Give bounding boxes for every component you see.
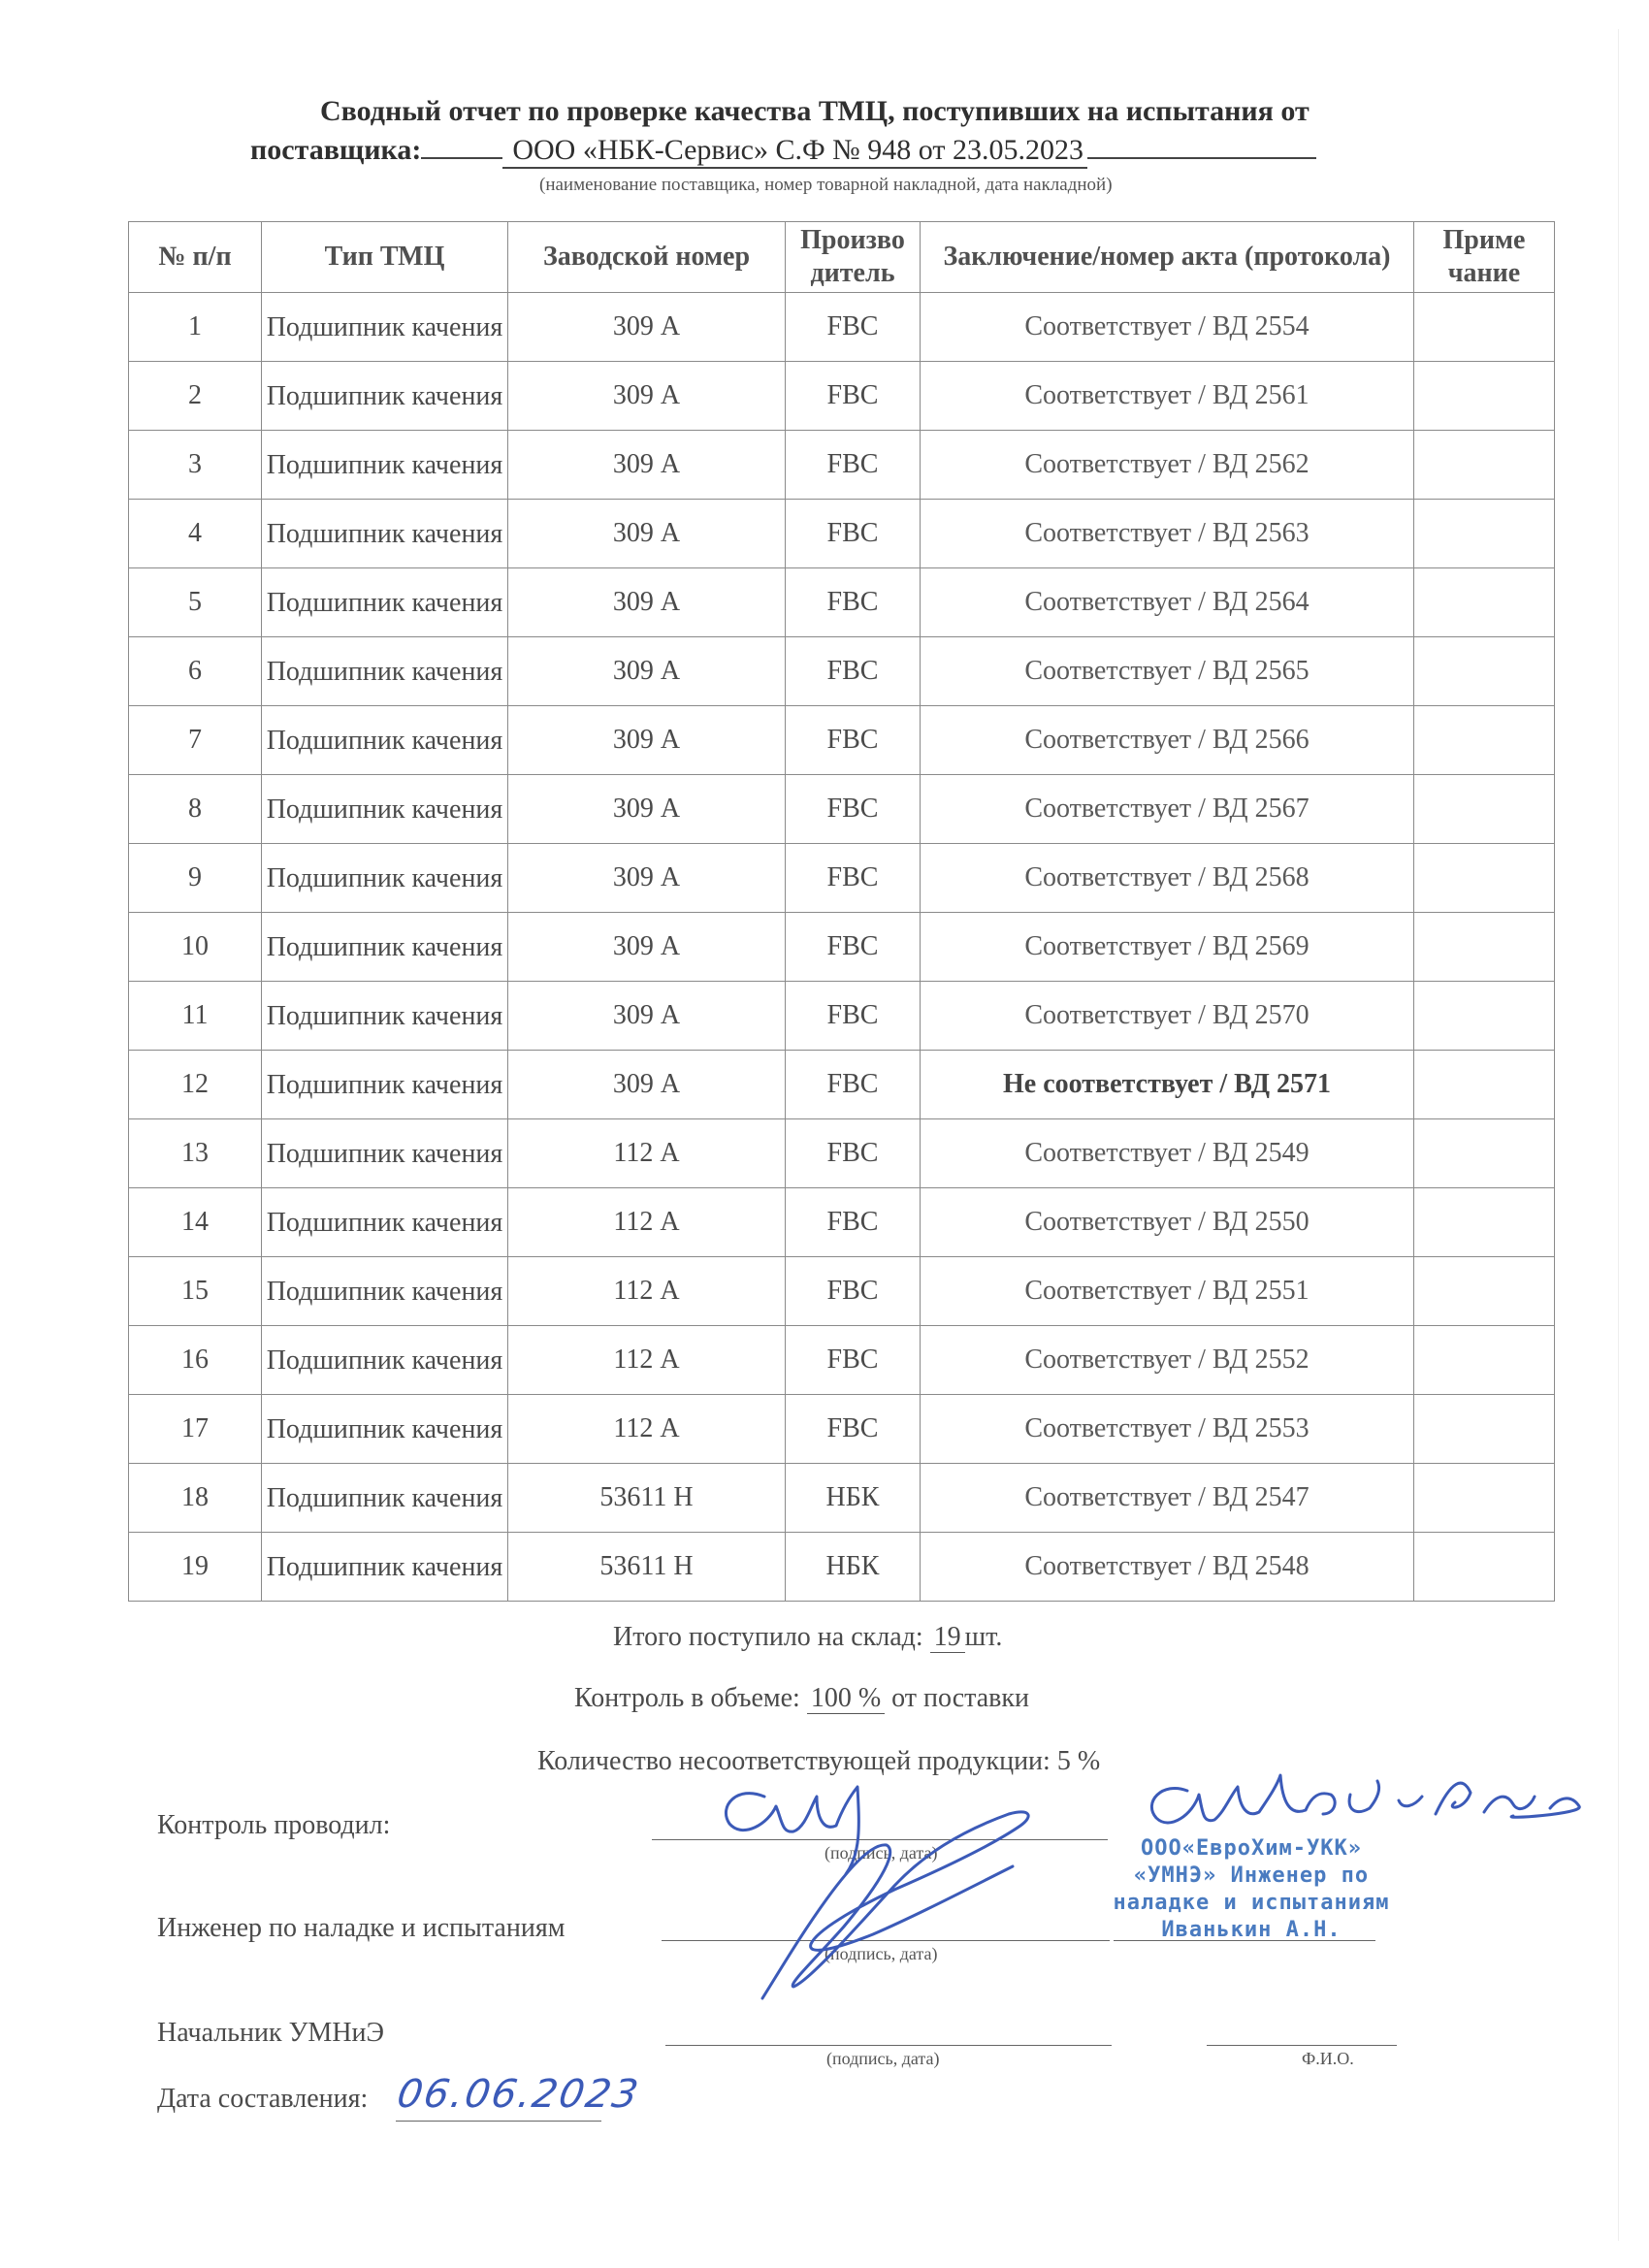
row-serial-cell: 53611 Н (508, 1464, 786, 1533)
row-number-cell: 10 (129, 913, 262, 982)
row-serial-cell: 309 А (508, 706, 786, 775)
row-maker-cell: FBC (786, 982, 921, 1051)
row-type-cell: Подшипник качения (262, 1395, 508, 1464)
date-value: 06.06.2023 (393, 2072, 644, 2117)
row-serial-cell: 309 А (508, 431, 786, 500)
row-number-cell: 16 (129, 1326, 262, 1395)
row-serial-cell: 112 А (508, 1326, 786, 1395)
col-header-serial: Заводской номер (508, 222, 786, 293)
control-value: 100 % (807, 1683, 885, 1714)
row-maker-cell: FBC (786, 293, 921, 362)
row-maker-cell: НБК (786, 1533, 921, 1602)
row-type-cell: Подшипник качения (262, 500, 508, 568)
supplier-label: поставщика: (250, 134, 422, 166)
row-type-cell: Подшипник качения (262, 637, 508, 706)
col-header-type: Тип ТМЦ (262, 222, 508, 293)
date-label: Дата составления: (157, 2084, 369, 2114)
row-type-cell: Подшипник качения (262, 1188, 508, 1257)
row-number-cell: 18 (129, 1464, 262, 1533)
row-number-cell: 17 (129, 1395, 262, 1464)
row-type-cell: Подшипник качения (262, 1257, 508, 1326)
row-type-cell: Подшипник качения (262, 1051, 508, 1119)
row-maker-cell: FBC (786, 431, 921, 500)
row-serial-cell: 53611 Н (508, 1533, 786, 1602)
row-conclusion-cell: Соответствует / ВД 2561 (921, 362, 1414, 431)
row-conclusion-cell: Соответствует / ВД 2567 (921, 775, 1414, 844)
head-fio-caption: Ф.И.О. (1302, 2049, 1354, 2068)
row-maker-cell: НБК (786, 1464, 921, 1533)
row-maker-cell: FBC (786, 1395, 921, 1464)
row-type-cell: Подшипник качения (262, 362, 508, 431)
row-maker-cell: FBC (786, 1188, 921, 1257)
row-maker-cell: FBC (786, 637, 921, 706)
row-type-cell: Подшипник качения (262, 775, 508, 844)
row-number-cell: 2 (129, 362, 262, 431)
total-prefix: Итого поступило на склад: (613, 1622, 923, 1652)
supplier-value: ООО «НБК-Сервис» С.Ф № 948 от 23.05.2023 (502, 134, 1087, 169)
row-conclusion-cell: Соответствует / ВД 2565 (921, 637, 1414, 706)
row-conclusion-cell: Соответствует / ВД 2553 (921, 1395, 1414, 1464)
row-type-cell: Подшипник качения (262, 293, 508, 362)
total-value: 19 (930, 1622, 965, 1653)
nonconforming-value: 5 % (1056, 1746, 1101, 1776)
row-conclusion-cell: Соответствует / ВД 2564 (921, 568, 1414, 637)
row-type-cell: Подшипник качения (262, 1326, 508, 1395)
row-type-cell: Подшипник качения (262, 1533, 508, 1602)
row-number-cell: 3 (129, 431, 262, 500)
stamp-line-1: ООО«ЕвроХим-УКК» (1141, 1836, 1362, 1861)
row-number-cell: 6 (129, 637, 262, 706)
row-number-cell: 5 (129, 568, 262, 637)
supplier-caption: (наименование поставщика, номер товарной накладной, дата накладной) (539, 175, 1113, 195)
row-maker-cell: FBC (786, 706, 921, 775)
row-conclusion-cell: Соответствует / ВД 2548 (921, 1533, 1414, 1602)
row-number-cell: 12 (129, 1051, 262, 1119)
row-conclusion-cell: Соответствует / ВД 2552 (921, 1326, 1414, 1395)
row-serial-cell: 309 А (508, 1051, 786, 1119)
row-number-cell: 15 (129, 1257, 262, 1326)
row-type-cell: Подшипник качения (262, 706, 508, 775)
row-serial-cell: 309 А (508, 982, 786, 1051)
row-maker-cell: FBC (786, 913, 921, 982)
row-type-cell: Подшипник качения (262, 431, 508, 500)
stamp-line-3: наладке и испытаниям (1113, 1891, 1390, 1915)
row-number-cell: 4 (129, 500, 262, 568)
row-conclusion-cell: Соответствует / ВД 2551 (921, 1257, 1414, 1326)
head-sign-caption: (подпись, дата) (826, 2049, 940, 2068)
row-serial-cell: 112 А (508, 1395, 786, 1464)
controller-name-handwritten-stroke (1151, 1775, 1579, 1823)
engineer-label: Инженер по наладке и испытаниям (157, 1913, 566, 1943)
row-number-cell: 9 (129, 844, 262, 913)
row-conclusion-cell: Соответствует / ВД 2570 (921, 982, 1414, 1051)
row-serial-cell: 112 А (508, 1257, 786, 1326)
row-number-cell: 7 (129, 706, 262, 775)
row-number-cell: 1 (129, 293, 262, 362)
row-maker-cell: FBC (786, 1119, 921, 1188)
row-type-cell: Подшипник качения (262, 568, 508, 637)
row-conclusion-cell: Соответствует / ВД 2554 (921, 293, 1414, 362)
controller-signature-stroke (726, 1787, 858, 1874)
row-serial-cell: 309 А (508, 362, 786, 431)
nonconforming-label: Количество несоответствующей продукции: (537, 1746, 1051, 1776)
controlled-by-sign-caption: (подпись, дата) (824, 1843, 938, 1863)
row-serial-cell: 309 А (508, 775, 786, 844)
row-serial-cell: 309 А (508, 913, 786, 982)
control-suffix: от поставки (891, 1683, 1029, 1713)
row-maker-cell: FBC (786, 844, 921, 913)
date-underline (396, 2121, 601, 2122)
row-type-cell: Подшипник качения (262, 1119, 508, 1188)
row-conclusion-cell: Соответствует / ВД 2566 (921, 706, 1414, 775)
row-maker-cell: FBC (786, 500, 921, 568)
row-maker-cell: FBC (786, 1051, 921, 1119)
report-title: Сводный отчет по проверке качества ТМЦ, поступивших на испытания от (320, 95, 1310, 127)
row-conclusion-cell: Не соответствует / ВД 2571 (921, 1051, 1414, 1119)
row-type-cell: Подшипник качения (262, 1464, 508, 1533)
row-number-cell: 14 (129, 1188, 262, 1257)
row-conclusion-cell: Соответствует / ВД 2549 (921, 1119, 1414, 1188)
row-type-cell: Подшипник качения (262, 982, 508, 1051)
row-conclusion-cell: Соответствует / ВД 2550 (921, 1188, 1414, 1257)
row-serial-cell: 309 А (508, 293, 786, 362)
stamp-line-4: Иванькин А.Н. (1161, 1918, 1342, 1942)
row-number-cell: 11 (129, 982, 262, 1051)
row-number-cell: 19 (129, 1533, 262, 1602)
engineer-sign-caption: (подпись, дата) (824, 1944, 938, 1963)
row-serial-cell: 309 А (508, 500, 786, 568)
row-serial-cell: 112 А (508, 1119, 786, 1188)
row-maker-cell: FBC (786, 568, 921, 637)
stamp-line-2: «УМНЭ» Инженер по (1133, 1863, 1370, 1888)
row-serial-cell: 309 А (508, 844, 786, 913)
row-maker-cell: FBC (786, 775, 921, 844)
row-number-cell: 8 (129, 775, 262, 844)
col-header-maker: Произво дитель (786, 222, 921, 293)
row-conclusion-cell: Соответствует / ВД 2562 (921, 431, 1414, 500)
organization-stamp (1106, 1835, 1397, 1944)
control-prefix: Контроль в объеме: (574, 1683, 800, 1713)
row-serial-cell: 309 А (508, 637, 786, 706)
row-maker-cell: FBC (786, 362, 921, 431)
col-header-note: Приме чание (1414, 222, 1555, 293)
engineer-signature-stroke (762, 1812, 1028, 1998)
head-label: Начальник УМНиЭ (157, 2018, 385, 2048)
row-number-cell: 13 (129, 1119, 262, 1188)
row-conclusion-cell: Соответствует / ВД 2568 (921, 844, 1414, 913)
row-conclusion-cell: Соответствует / ВД 2547 (921, 1464, 1414, 1533)
row-type-cell: Подшипник качения (262, 913, 508, 982)
row-maker-cell: FBC (786, 1326, 921, 1395)
total-suffix: шт. (964, 1622, 1003, 1652)
row-maker-cell: FBC (786, 1257, 921, 1326)
col-header-number: № п/п (129, 222, 262, 293)
row-serial-cell: 112 А (508, 1188, 786, 1257)
row-conclusion-cell: Соответствует / ВД 2569 (921, 913, 1414, 982)
row-serial-cell: 309 А (508, 568, 786, 637)
row-type-cell: Подшипник качения (262, 844, 508, 913)
row-conclusion-cell: Соответствует / ВД 2563 (921, 500, 1414, 568)
col-header-conclusion: Заключение/номер акта (протокола) (921, 222, 1414, 293)
controlled-by-label: Контроль проводил: (157, 1810, 391, 1840)
